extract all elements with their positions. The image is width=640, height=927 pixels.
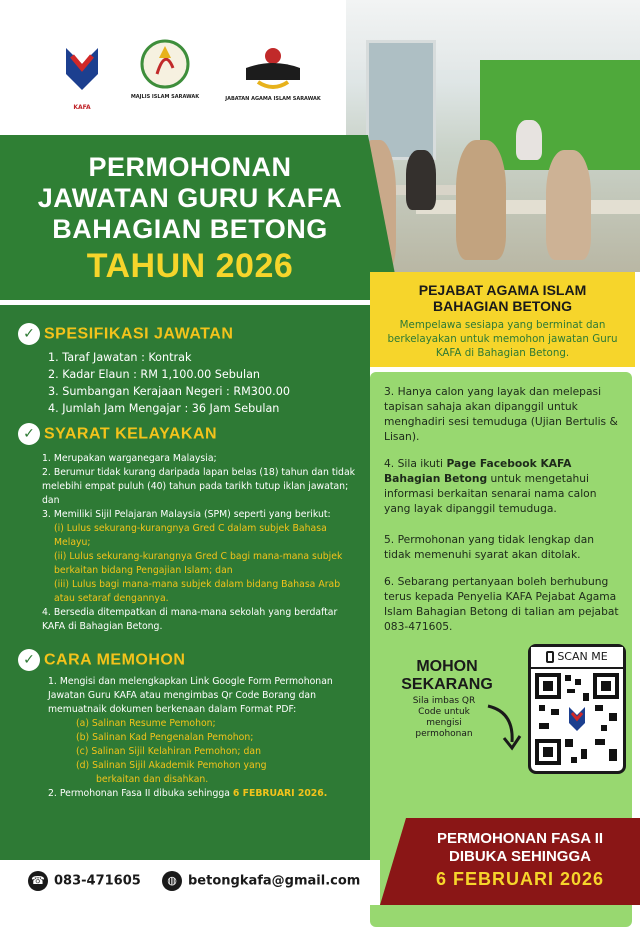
list-item: (iii) Lulus bagi mana-mana subjek dalam bidang Bahasa Arab atau setaraf dengannya.: [54, 579, 341, 604]
qr-code[interactable]: [531, 669, 623, 769]
doc-item: (a) Salinan Resume Pemohon;: [76, 718, 216, 729]
office-name-1: PEJABAT AGAMA ISLAM: [418, 282, 587, 298]
majlis-logo: [130, 38, 200, 100]
spesifikasi-heading: ✓ SPESIFIKASI JAWATAN: [18, 323, 233, 345]
fasa-date: 6 FEBRUARI 2026: [435, 869, 605, 889]
majlis-logo-text: MAJLIS ISLAM SARAWAK: [130, 94, 200, 100]
jabatan-logo: [218, 38, 328, 102]
list-item: 2. Kadar Elaun : RM 1,100.00 Sebulan: [48, 368, 261, 381]
list-item: 1. Mengisi dan melengkapkan Link Google Form Permohonan Jawatan Guru KAFA atau mengimbas Qr Code Borang dan memuatnaik dokumen berkenaan dalam Format PDF:: [48, 676, 333, 715]
page-title: [30, 152, 350, 287]
office-box: [370, 272, 635, 367]
office-invite: Mempelawa sesiapa yang berminat dan berkelayakan untuk memohon jawatan Guru KAFA di Bahagian Betong.: [387, 319, 618, 359]
jabatan-logo-text: JABATAN AGAMA ISLAM SARAWAK: [225, 96, 321, 102]
doc-item: (b) Salinan Kad Pengenalan Pemohon;: [76, 732, 254, 743]
phone-icon: [546, 651, 554, 663]
check-icon: ✓: [18, 423, 40, 445]
spesifikasi-list: [48, 349, 358, 417]
arrow-icon: [484, 702, 524, 752]
syarat-heading: ✓ SYARAT KELAYAKAN: [18, 423, 217, 445]
qr-card[interactable]: [528, 644, 626, 774]
list-item: 3. Memiliki Sijil Pelajaran Malaysia (SPM) seperti yang berikut:: [42, 509, 331, 520]
note-6: 6. Sebarang pertanyaan boleh berhubung terus kepada Penyelia KAFA Pejabat Agama Islam Bahagian Betong di talian am pejabat 083-471605.: [384, 575, 619, 633]
list-item: 1. Merupakan warganegara Malaysia;: [42, 453, 217, 464]
list-item: 4. Bersedia ditempatkan di mana-mana sekolah yang berdaftar KAFA di Bahagian Betong.: [42, 607, 338, 632]
note-4: 4. Sila ikuti Page Facebook KAFA Bahagian Betong untuk mengetahui informasi berkaitan senarai nama calon yang layak dipanggil temuduga.: [384, 457, 597, 515]
mohon-sekarang: MOHON SEKARANG: [401, 658, 493, 693]
title-line-2: JAWATAN GURU KAFA: [37, 183, 343, 213]
globe-icon: ◍: [162, 871, 182, 891]
classroom-photo: [346, 0, 640, 272]
contact-phone[interactable]: ☎ 083-471605: [28, 871, 141, 891]
fasa-line-2: DIBUKA SEHINGGA: [449, 848, 591, 865]
list-item: 1. Taraf Jawatan : Kontrak: [48, 351, 192, 364]
logo-row: [40, 30, 330, 120]
kafa-logo-text: KAFA: [73, 104, 91, 111]
contact-email[interactable]: ◍ betongkafa@gmail.com: [162, 871, 360, 891]
right-panel: [370, 272, 640, 872]
footer: [0, 860, 380, 905]
list-item: 2. Berumur tidak kurang daripada lapan belas (18) tahun dan tidak melebihi empat puluh (40) tahun pada tarikh tutup iklan jawatan; dan: [42, 467, 356, 506]
list-item: 3. Sumbangan Kerajaan Negeri : RM300.00: [48, 385, 290, 398]
list-item: (i) Lulus sekurang-kurangnya Gred C dalam subjek Bahasa Melayu;: [54, 523, 327, 548]
title-line-1: PERMOHONAN: [88, 152, 292, 182]
cara-list: [48, 675, 343, 801]
office-name-2: BAHAGIAN BETONG: [433, 298, 572, 314]
check-icon: ✓: [18, 323, 40, 345]
list-item: 4. Jumlah Jam Mengajar : 36 Jam Sebulan: [48, 402, 280, 415]
note-3: 3. Hanya calon yang layak dan melepasi tapisan sahaja akan dipanggil untuk menghadiri sesi temuduga (Ujian Bertulis & Lisan).: [384, 385, 618, 443]
doc-item: berkaitan dan disahkan.: [96, 774, 209, 785]
fasa-text: [400, 830, 640, 892]
syarat-list: [42, 452, 362, 634]
fasa-line-1: PERMOHONAN FASA II: [436, 830, 604, 847]
doc-item: (c) Salinan Sijil Kelahiran Pemohon; dan: [76, 746, 261, 757]
kafa-logo: [52, 38, 112, 111]
check-icon: ✓: [18, 649, 40, 671]
left-panel: [0, 305, 370, 860]
title-year: TAHUN 2026: [86, 247, 294, 285]
note-5: 5. Permohonan yang tidak lengkap dan tidak memenuhi syarat akan ditolak.: [384, 533, 595, 561]
cara-heading: ✓ CARA MEMOHON: [18, 649, 185, 671]
qr-hint: Sila imbas QR Code untuk mengisi permohonan: [412, 696, 476, 739]
doc-item: (d) Salinan Sijil Akademik Pemohon yang: [76, 760, 267, 771]
list-item: 2. Permohonan Fasa II dibuka sehingga 6 FEBRUARI 2026.: [48, 788, 328, 799]
scan-me-label: SCAN ME: [531, 647, 623, 669]
title-line-3: BAHAGIAN BETONG: [52, 214, 328, 244]
phone-icon: ☎: [28, 871, 48, 891]
list-item: (ii) Lulus sekurang-kurangnya Gred C bagi mana-mana subjek berkaitan bidang Pengajian Islam; dan: [54, 551, 343, 576]
